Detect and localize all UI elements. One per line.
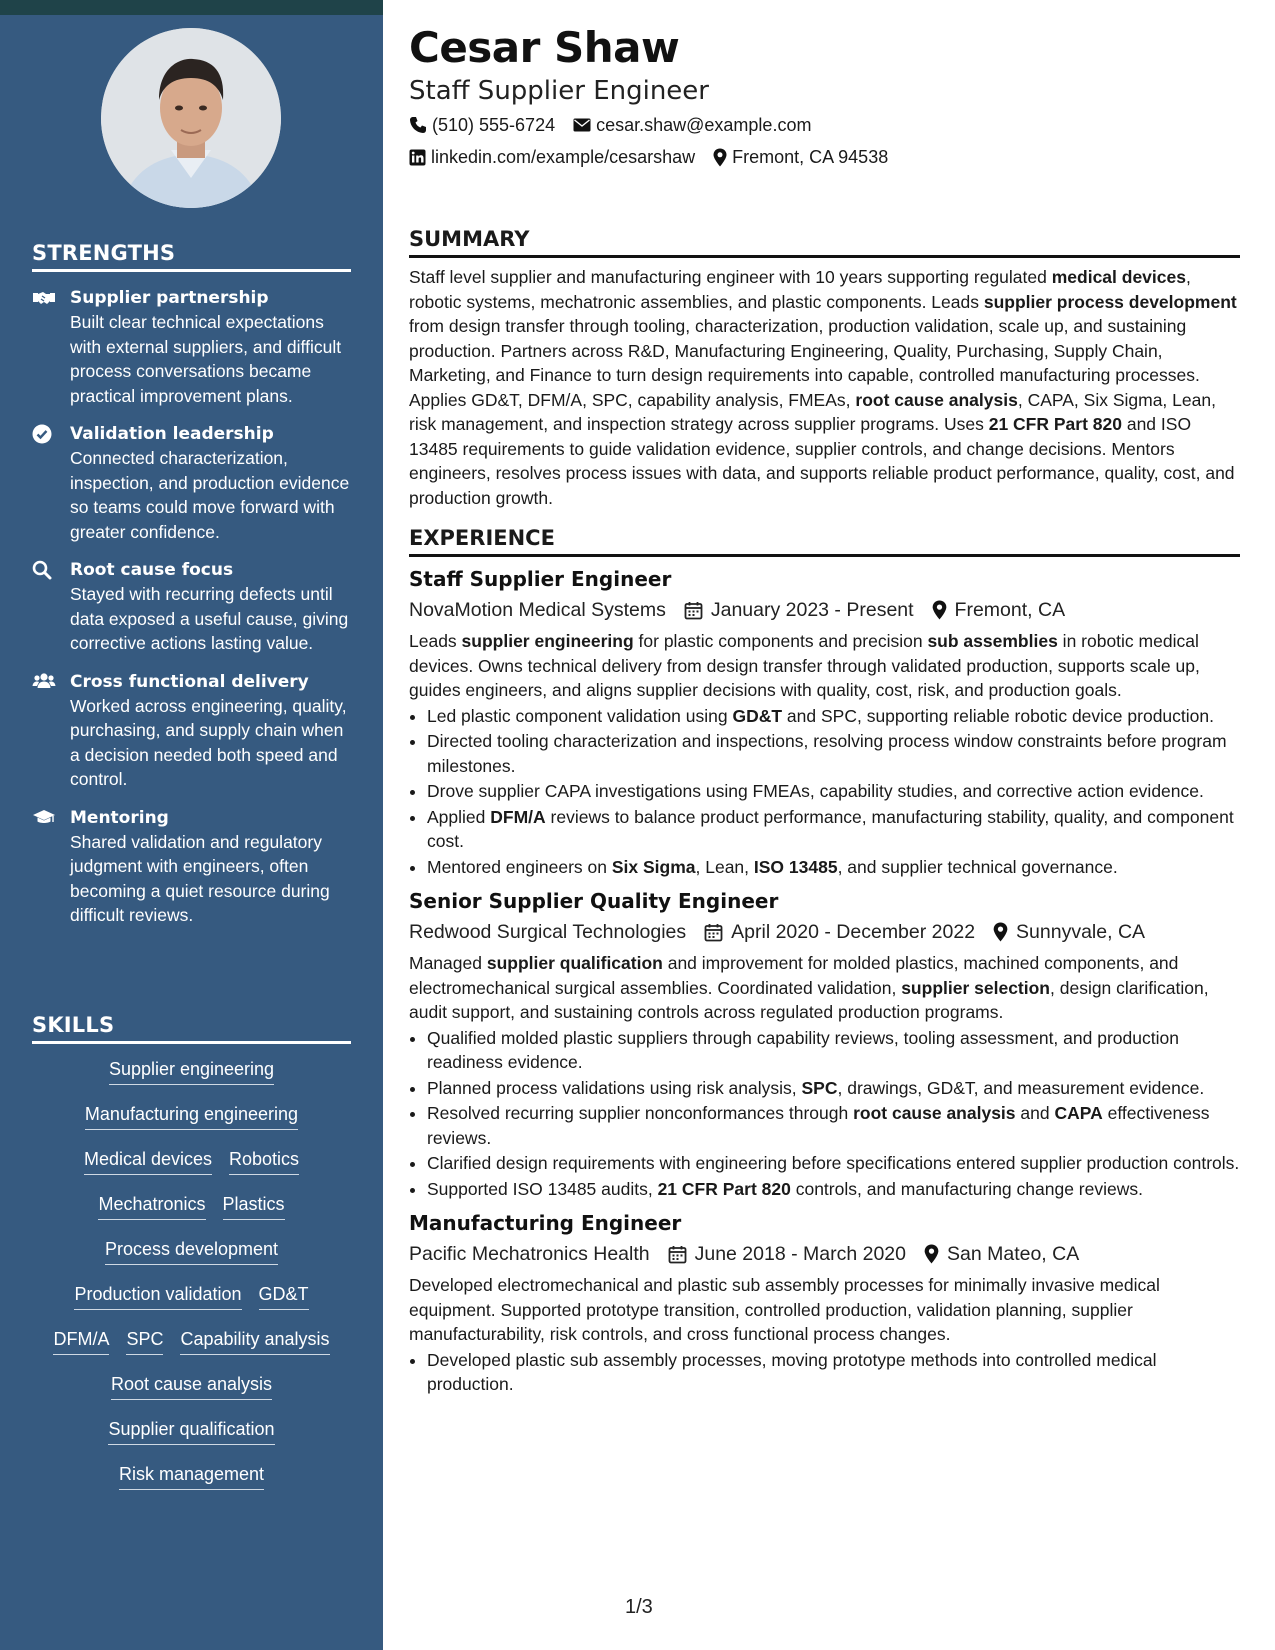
text-segment: , Lean, — [695, 856, 754, 877]
bold-keyword: 21 CFR Part 820 — [988, 414, 1122, 434]
map-pin-icon — [924, 1244, 939, 1264]
linkedin-link[interactable]: linkedin.com/example/cesarshaw — [431, 147, 696, 167]
skills-list — [32, 1058, 351, 1508]
job-dates-text: April 2020 - December 2022 — [731, 921, 976, 943]
text-segment: Planned process validations using risk analysis, — [427, 1077, 802, 1098]
job-bullet — [427, 1076, 1240, 1101]
strength-item — [32, 670, 351, 792]
bold-keyword: CAPA — [1054, 1103, 1103, 1123]
email-link[interactable]: cesar.shaw@example.com — [596, 115, 812, 135]
text-segment: for plastic components and precision — [633, 631, 928, 651]
text-segment: , CAPA, Six Sigma, Lean, risk management, and inspection strategy across supplier programs. Uses — [409, 389, 1216, 434]
skill-tag: Robotics — [229, 1148, 299, 1175]
contact-row — [409, 144, 1240, 170]
strength-title: Root cause focus — [70, 560, 234, 580]
strength-description: Shared validation and regulatory judgment with engineers, often becoming a quiet resource during difficult reviews. — [70, 831, 330, 925]
job-bullet — [427, 779, 1240, 804]
skill-tag: GD&T — [259, 1283, 309, 1310]
job-dates — [684, 596, 914, 624]
text-segment: Leads — [409, 631, 462, 651]
summary-heading: SUMMARY — [409, 226, 1240, 258]
job-bullet — [427, 1177, 1240, 1202]
text-segment: , design clarification, audit support, and sustaining controls across regulated production programs. — [409, 977, 1209, 1022]
page-number: 1/3 — [625, 1596, 653, 1618]
top-accent-bar — [0, 0, 383, 15]
bold-keyword: root cause analysis — [855, 389, 1018, 410]
job-bullet — [427, 729, 1240, 778]
skill-tag: Production validation — [74, 1283, 241, 1310]
map-pin-icon — [713, 148, 727, 167]
job-meta — [409, 596, 1240, 624]
bold-keyword: supplier engineering — [461, 631, 634, 651]
bold-keyword: medical devices — [1051, 267, 1186, 287]
text-segment: Staff level supplier and manufacturing engineer with 10 years supporting regulated — [409, 267, 1052, 287]
strength-description: Stayed with recurring defects until data exposed a useful cause, giving corrective actions lasting value. — [70, 584, 349, 653]
map-pin-icon — [993, 922, 1008, 942]
skill-tag: Process development — [105, 1238, 278, 1265]
bold-keyword: GD&T — [732, 705, 783, 726]
job-bullet — [427, 805, 1240, 854]
strength-title: Supplier partnership — [70, 288, 269, 308]
check-circle-icon — [32, 424, 56, 446]
skill-row — [32, 1418, 351, 1463]
text-segment: Clarified design requirements with engineering before specifications entered supplier production controls. — [427, 1153, 1240, 1173]
job-bullet — [427, 855, 1240, 880]
strength-description: Built clear technical expectations with external suppliers, and difficult process conversations became practical improvement plans. — [70, 312, 342, 406]
skills-section — [32, 1013, 351, 1508]
text-segment: Managed — [409, 953, 487, 973]
handshake-icon — [32, 288, 56, 310]
job-dates-text: June 2018 - March 2020 — [694, 1243, 906, 1265]
job-bullet — [427, 704, 1240, 729]
job-dates-text: January 2023 - Present — [710, 599, 914, 621]
text-segment: , robotic systems, mechatronic assemblies, and plastic components. Leads — [409, 267, 1191, 312]
text-segment: , and supplier technical governance. — [837, 856, 1118, 877]
text-segment: Supported ISO 13485 audits, — [427, 1178, 658, 1199]
job-bullet — [427, 1348, 1240, 1397]
bold-keyword: supplier qualification — [486, 953, 663, 973]
bold-keyword: sub assemblies — [927, 631, 1058, 651]
job-bullets — [409, 1348, 1240, 1397]
text-segment: and improvement for molded plastics, machined components, and electromechanical surgical assemblies. Coordinated validation, — [409, 953, 1179, 998]
text-segment: reviews to balance product performance, manufacturing stability, quality, and component cost. — [427, 806, 1234, 851]
bold-keyword: DFM/A — [490, 806, 546, 827]
sidebar — [0, 15, 383, 1650]
skill-row — [32, 1148, 351, 1193]
text-segment: effectiveness reviews. — [427, 1103, 1210, 1148]
bold-keyword: ISO 13485 — [753, 856, 838, 877]
job-location — [924, 1240, 1079, 1268]
strengths-heading: STRENGTHS — [32, 241, 351, 272]
text-segment: Drove supplier CAPA investigations using FMEAs, capability studies, and corrective action evidence. — [427, 781, 1204, 801]
job-summary — [409, 629, 1240, 703]
experience-list — [409, 565, 1240, 1397]
skills-heading: SKILLS — [32, 1013, 351, 1044]
skill-tag: Manufacturing engineering — [85, 1103, 298, 1130]
job-entry — [409, 887, 1240, 1201]
profile-photo — [101, 28, 281, 208]
email-item — [573, 113, 811, 137]
strength-item — [32, 422, 351, 544]
job-company: Redwood Surgical Technologies — [409, 921, 687, 943]
person-name: Cesar Shaw — [409, 23, 680, 72]
phone-item — [409, 113, 555, 137]
text-segment: Applied — [427, 806, 491, 827]
text-segment: and — [1015, 1103, 1055, 1123]
linkedin-item — [409, 145, 695, 169]
job-location — [993, 918, 1145, 946]
contact-row — [409, 112, 1240, 138]
text-segment: in robotic medical devices. Owns technical delivery from design transfer through validated production, supports scale up, guides engineers, and aligns supplier decisions with quality, cost, risk, and production goals. — [409, 631, 1200, 700]
summary-text — [409, 265, 1240, 510]
search-icon — [32, 560, 56, 582]
text-segment: , drawings, GD&T, and measurement evidence. — [837, 1077, 1205, 1098]
strength-title: Cross functional delivery — [70, 671, 309, 692]
strength-title: Mentoring — [70, 807, 169, 828]
skill-row — [32, 1373, 351, 1418]
phone-text: (510) 555-6724 — [432, 115, 556, 135]
experience-heading: EXPERIENCE — [409, 525, 1240, 557]
job-dates — [668, 1240, 906, 1268]
job-title: Senior Supplier Quality Engineer — [409, 889, 779, 913]
job-location-text: Fremont, CA — [954, 599, 1066, 621]
linkedin-icon — [409, 149, 426, 166]
strength-description: Connected characterization, inspection, and production evidence so teams could move forward with greater confidence. — [70, 448, 350, 542]
job-summary — [409, 951, 1240, 1025]
main-content — [409, 22, 1240, 1398]
text-segment: Directed tooling characterization and inspections, resolving process window constraints before program milestones. — [427, 731, 1227, 776]
skill-tag: DFM/A — [53, 1328, 109, 1355]
text-segment: Developed plastic sub assembly processes, moving prototype methods into controlled medical production. — [427, 1349, 1157, 1394]
job-bullets — [409, 1026, 1240, 1202]
envelope-icon — [573, 118, 591, 132]
job-dates — [704, 918, 975, 946]
skill-tag: SPC — [126, 1328, 163, 1355]
skill-row — [32, 1103, 351, 1148]
strength-title: Validation leadership — [70, 424, 274, 444]
bold-keyword: supplier selection — [901, 977, 1050, 998]
text-segment: from design transfer through tooling, characterization, production validation, scale up, and sustaining production. Partners across R&D, Manufacturing Engineering, Quality, Purchasing, Supply Chain, Marketing, and Finance to turn design requirements into capable, controlled manufacturing processes. Applies GD&T, DFM/A, SPC, capability analysis, FMEAs, — [409, 316, 1200, 410]
job-location-text: Sunnyvale, CA — [1016, 921, 1146, 943]
job-location-text: San Mateo, CA — [947, 1243, 1080, 1265]
skill-row — [32, 1463, 351, 1508]
job-location — [932, 596, 1066, 624]
text-segment: and SPC, supporting reliable robotic device production. — [782, 705, 1214, 726]
strength-item — [32, 286, 351, 408]
bold-keyword: SPC — [801, 1077, 838, 1098]
text-segment: Resolved recurring supplier nonconformances through — [427, 1103, 854, 1123]
skill-tag: Risk management — [119, 1463, 264, 1490]
job-company: NovaMotion Medical Systems — [409, 599, 666, 621]
skill-tag: Plastics — [223, 1193, 285, 1220]
text-segment: and ISO 13485 requirements to guide validation evidence, supplier controls, and change decisions. Mentors engineers, resolves process issues with data, and supports reliable product performance, quality, cost, and production growth. — [409, 414, 1235, 508]
bold-keyword: 21 CFR Part 820 — [657, 1178, 791, 1199]
job-bullet — [427, 1026, 1240, 1075]
avatar — [101, 28, 281, 208]
calendar-icon — [704, 923, 723, 942]
skill-row — [32, 1238, 351, 1283]
text-segment: Led plastic component validation using — [427, 705, 733, 726]
phone-icon — [409, 116, 427, 134]
calendar-icon — [668, 1245, 687, 1264]
graduation-cap-icon — [32, 808, 56, 830]
skill-row — [32, 1058, 351, 1103]
bold-keyword: Six Sigma — [611, 856, 696, 877]
job-bullets — [409, 704, 1240, 880]
location-text: Fremont, CA 94538 — [732, 147, 889, 167]
job-title: Manufacturing Engineer — [409, 1211, 682, 1235]
job-entry — [409, 565, 1240, 879]
strengths-section — [32, 241, 351, 928]
text-segment: Mentored engineers on — [427, 856, 612, 877]
skill-row — [32, 1283, 351, 1328]
map-pin-icon — [932, 600, 947, 620]
skill-tag: Supplier qualification — [108, 1418, 274, 1445]
job-company: Pacific Mechatronics Health — [409, 1243, 650, 1265]
job-entry — [409, 1209, 1240, 1397]
job-meta — [409, 1240, 1240, 1268]
skill-tag: Mechatronics — [98, 1193, 205, 1220]
text-segment: controls, and manufacturing change reviews. — [790, 1178, 1143, 1199]
person-title: Staff Supplier Engineer — [409, 76, 709, 106]
location-item — [713, 145, 888, 169]
skill-tag: Capability analysis — [180, 1328, 329, 1355]
job-summary — [409, 1273, 1240, 1347]
job-bullet — [427, 1151, 1240, 1176]
job-bullet — [427, 1101, 1240, 1150]
strength-item — [32, 558, 351, 656]
users-icon — [32, 672, 56, 694]
text-segment: Developed electromechanical and plastic sub assembly processes for minimally invasive medical equipment. Supported prototype transition, controlled production, validation planning, supplier manufacturability, risk controls, and cross functional process changes. — [409, 1275, 1160, 1344]
bold-keyword: root cause analysis — [853, 1103, 1016, 1123]
job-title: Staff Supplier Engineer — [409, 567, 672, 591]
text-segment: Qualified molded plastic suppliers through capability reviews, tooling assessment, and production readiness evidence. — [427, 1027, 1179, 1072]
skill-tag: Root cause analysis — [111, 1373, 272, 1400]
skill-row — [32, 1193, 351, 1238]
bold-keyword: supplier process development — [983, 291, 1237, 312]
strength-description: Worked across engineering, quality, purchasing, and supply chain when a decision needed both speed and control. — [70, 695, 347, 789]
calendar-icon — [684, 601, 703, 620]
skill-tag: Supplier engineering — [109, 1058, 274, 1085]
strength-item — [32, 806, 351, 928]
job-meta — [409, 918, 1240, 946]
skill-tag: Medical devices — [84, 1148, 212, 1175]
skill-row — [32, 1328, 351, 1373]
